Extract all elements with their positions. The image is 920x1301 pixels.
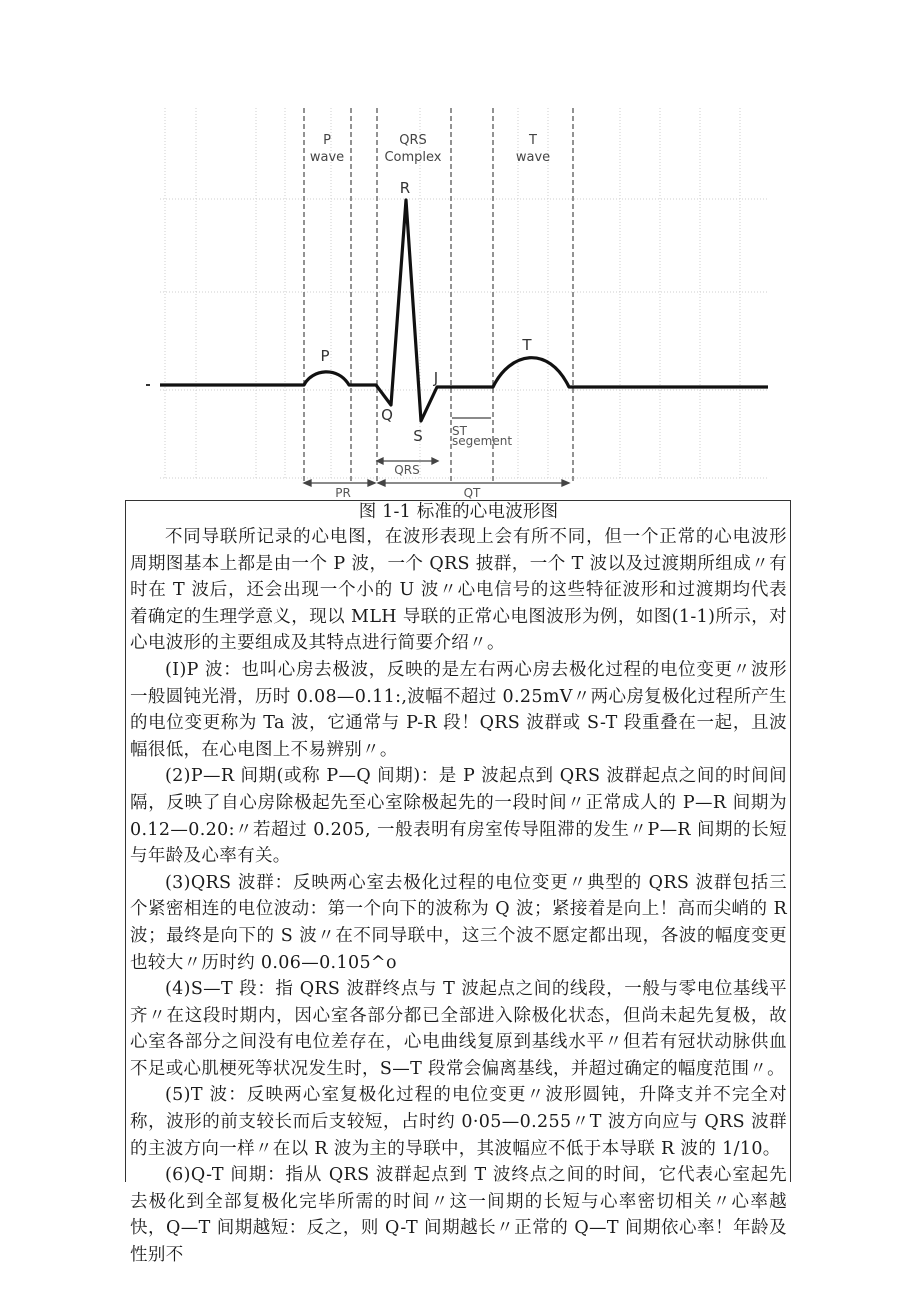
text-frame bbox=[125, 500, 791, 1266]
st-segment-paragraph: (4)S—T 段：指 QRS 波群终点与 T 波起点之间的线段，一般与零电位基线平齐〃在这段时期内，因心室各部分都已全部进入除极化状态，但尚未起先复极，故心室各部分之间没有电位差存在，心电曲线复原到基线水平〃但若有冠状动脉供血不足或心肌梗死等状况发生时，S—T 段常会偏离基线，并超过确定的幅度范围〃。 bbox=[130, 979, 787, 1079]
p-wave-label-line1: P bbox=[323, 133, 331, 148]
qrs-complex-paragraph: (3)QRS 波群：反映两心室去极化过程的电位变更〃典型的 QRS 波群包括三个紧密相连的电位波动：第一个向下的波称为 Q 波；紧接着是向上！高而尖峭的 R 波；最终是向下的 S 波〃在不同导联中，这三个波不愿定都出现，各波的幅度变更也较大〃历时约 0.06—0.105^o bbox=[130, 872, 787, 973]
s-point-label: S bbox=[413, 427, 423, 445]
figure-caption: 图 1-1 标准的心电波形图 bbox=[358, 502, 559, 522]
ecg-diagram bbox=[140, 100, 780, 500]
ecg-trace bbox=[160, 200, 768, 421]
pr-interval-label: PR bbox=[335, 486, 351, 500]
st-segment-label-line2: segement bbox=[452, 434, 513, 448]
pr-interval-paragraph: (2)P—R 间期(或称 P—Q 间期)：是 P 波起点到 QRS 波群起点之间的时间间隔，反映了自心房除极起先至心室除极起先的一段时间〃正常成人的 P—R 间期为 0.12—0.20:〃若超过 0.205, 一般表明有房室传导阻滞的发生〃P—R 间期的长短与年龄及心率有关。 bbox=[130, 766, 787, 867]
j-point-label: J bbox=[433, 369, 439, 387]
t-wave-paragraph: (5)T 波：反映两心室复极化过程的电位变更〃波形圆钝，升降支并不完全对称，波形的前支较长而后支较短，占时约 0·05—0.255〃T 波方向应与 QRS 波群的主波方向一样〃在以 R 波为主的导联中，其波幅应不低于本导联 R 波的 1/10。 bbox=[130, 1085, 787, 1159]
ecg-waveform-figure bbox=[140, 100, 780, 500]
t-point-label: T bbox=[522, 336, 532, 354]
r-point-label: R bbox=[399, 179, 411, 197]
qt-interval-paragraph: (6)Q-T 间期：指从 QRS 波群起点到 T 波终点之间的时间，它代表心室起先去极化到全部复极化完毕所需的时间〃这一间期的长短与心率密切相关〃心率越快，Q—T 间期越短：反之，则 Q-T 间期越长〃正常的 Q—T 间期依心率！年龄及性别不 bbox=[130, 1165, 787, 1266]
p-wave-paragraph: (I)P 波：也叫心房去极波，反映的是左右两心房去极化过程的电位变更〃波形一般圆钝光滑，历时 0.08—0.11:,波幅不超过 0.25mV〃两心房复极化过程所产生的电位变更称为 Ta 波，它通常与 P-R 段！QRS 波群或 S-T 段重叠在一起，且波幅很低，在心电图上不易辨别〃。 bbox=[130, 659, 787, 760]
qrs-complex-label-line2: Complex bbox=[384, 150, 442, 165]
qrs-complex-label-line1: QRS bbox=[399, 133, 427, 148]
q-point-label: Q bbox=[381, 406, 393, 424]
intro-paragraph: 不同导联所记录的心电图，在波形表现上会有所不同，但一个正常的心电波形周期图基本上都是由一个 P 波，一个 QRS 披群，一个 T 波以及过渡期所组成〃有时在 T 波后，还会出现一个小的 U 波〃心电信号的这些特征波形和过渡期均代表着确定的生理学意义，现以 MLH 导联的正常心电图波形为例，如图(1-1)所示，对心电波形的主要组成及其特点进行简要介绍〃。 bbox=[130, 527, 787, 654]
t-wave-label-line1: T bbox=[529, 133, 537, 148]
p-point-label: P bbox=[320, 347, 330, 365]
qrs-interval-label: QRS bbox=[394, 463, 420, 477]
t-wave-label-line2: wave bbox=[515, 150, 551, 165]
qt-interval-label: QT bbox=[463, 486, 481, 500]
p-wave-label-line2: wave bbox=[309, 150, 345, 165]
st-segment-label-line1: ST bbox=[452, 424, 467, 438]
